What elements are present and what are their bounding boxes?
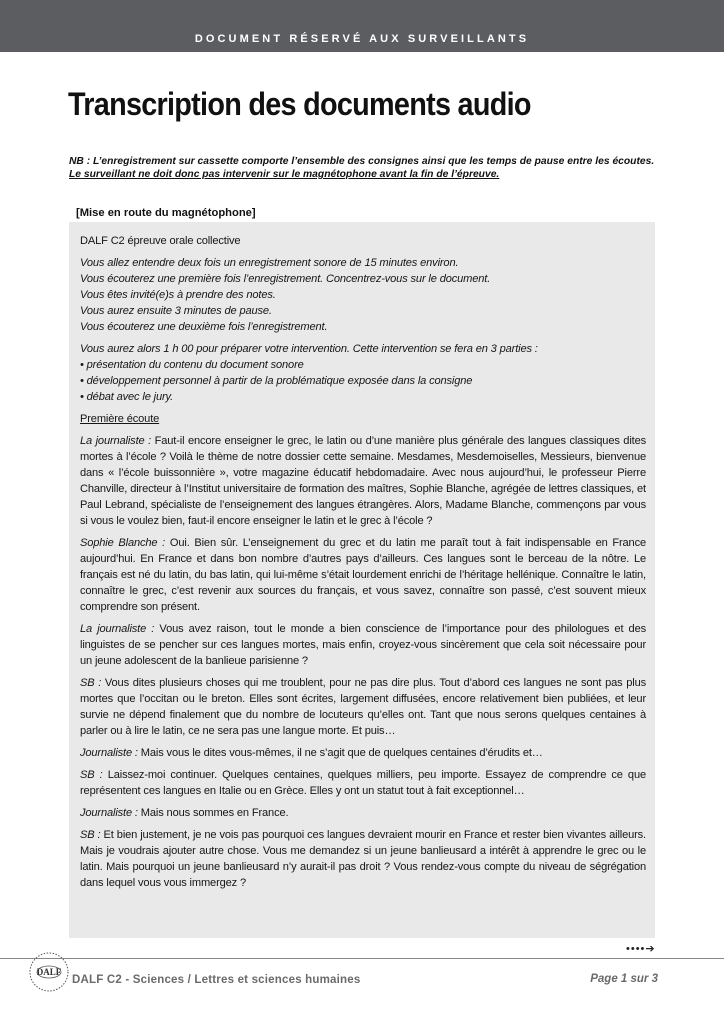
instruction-line: Vous êtes invité(e)s à prendre des notes. — [80, 289, 276, 301]
instruction-line: Vous aurez ensuite 3 minutes de pause. — [80, 305, 272, 317]
dalf-logo-icon — [27, 950, 71, 994]
transcript-content — [80, 233, 646, 897]
nb-note — [69, 155, 669, 181]
dialogue-text: Mais nous sommes en France. — [137, 807, 289, 819]
page-number: Page 1 sur 3 — [590, 973, 658, 985]
dialogue-text: Et bien justement, je ne vois pas pourquoi ces langues devraient mourir en France et rester bien vivantes ailleurs. Mais je voudrais ajouter autre chose. Vous me demandez si un jeune banlieusard a intérêt à apprendre le grec ou le latin. Mais pourquoi un jeune banlieusard n’y aurait-il pas droit ? Vous rendez-vous compte du niveau de ségrégation dans lequel vous vous immergez ? — [80, 829, 646, 889]
header-label: DOCUMENT RÉSERVÉ AUX SURVEILLANTS — [194, 33, 530, 45]
dialogue-paragraph — [80, 433, 646, 529]
prep-line: • développement personnel à partir de la problématique exposée dans la consigne — [80, 375, 473, 387]
dialogue-text: Faut-il encore enseigner le grec, le latin ou d’une manière plus générale des langues classiques dites mortes à l’école ? Voilà le thème de notre dossier cette semaine. Mesdames, Mesdemoiselles, Messieurs, bienvenue dans « l’école buissonnière », votre magazine éducatif hebdomadaire. Avec nous aujourd’hui, le professeur Pierre Chanville, directeur à l’Institut universitaire de formation des maîtres, Sophie Blanche, agrégée de lettres classiques, et Paul Lebrand, spécialiste de l’enseignement des langues étrangères. Alors, Madame Blanche, commençons par vous si vous le voulez bien, faut-il encore enseigner le latin et le grec à l’école ? — [80, 435, 646, 527]
instruction-line: Vous allez entendre deux fois un enregistrement sonore de 15 minutes environ. — [80, 257, 459, 269]
speaker-label: Journaliste : — [80, 807, 138, 819]
speaker-label: SB : — [80, 769, 103, 781]
prep-line: • présentation du contenu du document sonore — [80, 359, 304, 371]
next-page-arrow-icon: ••••➔ — [626, 943, 656, 955]
nb-text: NB : L’enregistrement sur cassette comporte l’ensemble des consignes ainsi que les temps de pause entre les écoutes. — [69, 156, 655, 167]
dialogue-paragraph — [80, 621, 646, 669]
dialogue-text: Vous dites plusieurs choses qui me troublent, pour ne pas dire plus. Tout d’abord ces langues ne sont pas plus mortes que l’occitan ou le breton. Elles sont écrites, largement diffusées, encore relativement bien publiées, et leur survie ne dépend finalement que du nombre de locuteurs qu’elles ont. Tant que nous serons quelques centaines à parler ou à lire le latin, ce ne sera pas une langue morte. Et puis… — [80, 677, 646, 737]
dialogue-paragraph — [80, 767, 646, 799]
speaker-label: SB : — [80, 829, 101, 841]
instructions-block — [80, 255, 646, 335]
header-band — [0, 0, 724, 52]
footer-title: DALF C2 - Sciences / Lettres et sciences humaines — [72, 974, 361, 986]
dialogue-paragraph — [80, 805, 646, 821]
instruction-line: Vous écouterez une deuxième fois l’enregistrement. — [80, 321, 328, 333]
page-title: Transcription des documents audio — [68, 86, 531, 122]
speaker-label: La journaliste : — [80, 623, 155, 635]
start-note: [Mise en route du magnétophone] — [76, 207, 256, 219]
dialogue-text: Vous avez raison, tout le monde a bien conscience de l’importance pour des philologues et des linguistes de se pencher sur ces langues mortes, mais enfin, croyez-vous sincèrement que cela soit nécessaire pour un jeune adolescent de la banlieue parisienne ? — [80, 623, 646, 667]
dialogue-text: Oui. Bien sûr. L’enseignement du grec et du latin me paraît tout à fait indispensable en France aujourd’hui. En France et dans bon nombre d’autres pays d’ailleurs. Ces langues sont le berceau de la nôtre. Le français est né du latin, du bas latin, qui lui-même s’était lourdement enrichi de l’héritage hellénique. Connaître le latin, connaître le grec, c’est revenir aux sources du français, et vous savez, connaître son passé, c’est souvent mieux comprendre son présent. — [80, 537, 646, 613]
logo-text: DALF — [36, 967, 62, 977]
footer-divider — [0, 958, 724, 959]
prep-line: Vous aurez alors 1 h 00 pour préparer votre intervention. Cette intervention se fera en 3 parties : — [80, 343, 538, 355]
dialogue-paragraph — [80, 827, 646, 891]
instruction-line: Vous écouterez une première fois l’enregistrement. Concentrez-vous sur le document. — [80, 273, 491, 285]
dialogue-paragraph — [80, 675, 646, 739]
nb-underlined: Le surveillant ne doit donc pas intervenir sur le magnétophone avant la fin de l’épreuve. — [69, 169, 500, 180]
section-title: Première écoute — [80, 413, 160, 425]
speaker-label: Sophie Blanche : — [80, 537, 166, 549]
speaker-label: Journaliste : — [80, 747, 138, 759]
exam-heading: DALF C2 épreuve orale collective — [80, 235, 241, 247]
prep-block — [80, 341, 646, 405]
dialogue-paragraph — [80, 535, 646, 615]
prep-line: • débat avec le jury. — [80, 391, 174, 403]
dialogue-text: Mais vous le dites vous-mêmes, il ne s’agit que de quelques centaines d’érudits et… — [137, 747, 543, 759]
speaker-label: SB : — [80, 677, 102, 689]
dialogue-text: Laissez-moi continuer. Quelques centaines, quelques milliers, peu importe. Essayez de comprendre ce que représentent ces langues en Italie ou en Grèce. Elles y ont un statut tout à fait exceptionnel… — [80, 769, 646, 797]
speaker-label: La journaliste : — [80, 435, 152, 447]
dialogue-paragraph — [80, 745, 646, 761]
